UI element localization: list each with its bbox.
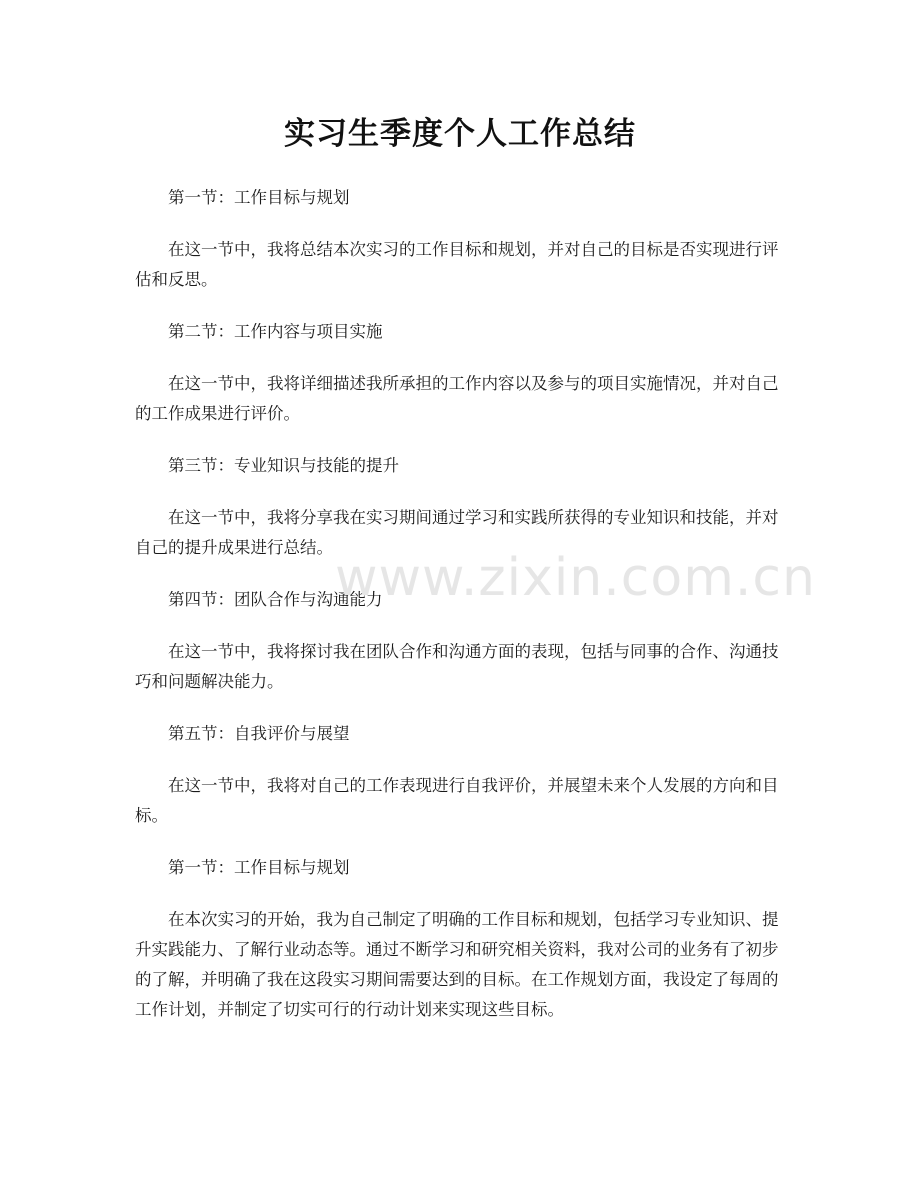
document-body [135,183,785,1047]
section-body-5: 在这一节中，我将对自己的工作表现进行自我评价，并展望未来个人发展的方向和目标。 [135,776,779,825]
section-heading-1-detail: 第一节：工作目标与规划 [168,858,350,877]
section-body-2: 在这一节中，我将详细描述我所承担的工作内容以及参与的项目实施情况，并对自己的工作成果进行评价。 [135,374,779,423]
section-body-3: 在这一节中，我将分享我在实习期间通过学习和实践所获得的专业知识和技能，并对自己的提升成果进行总结。 [135,508,779,557]
section-heading-4: 第四节：团队合作与沟通能力 [168,590,383,609]
section-heading-5: 第五节：自我评价与展望 [168,724,350,743]
document-title: 实习生季度个人工作总结 [284,116,636,152]
section-body-1-detail: 在本次实习的开始，我为自己制定了明确的工作目标和规划，包括学习专业知识、提升实践能力、了解行业动态等。通过不断学习和研究相关资料，我对公司的业务有了初步的了解，并明确了我在这段实习期间需要达到的目标。在工作规划方面，我设定了每周的工作计划，并制定了切实可行的行动计划来实现这些目标。 [135,910,779,1019]
section-body-4: 在这一节中，我将探讨我在团队合作和沟通方面的表现，包括与同事的合作、沟通技巧和问题解决能力。 [135,642,779,691]
section-heading-3: 第三节：专业知识与技能的提升 [168,456,399,475]
section-body-1: 在这一节中，我将总结本次实习的工作目标和规划，并对自己的目标是否实现进行评估和反思。 [135,240,779,289]
watermark: www.zixin.com.cn [335,548,816,608]
section-heading-2: 第二节：工作内容与项目实施 [168,322,383,341]
section-heading-1: 第一节：工作目标与规划 [168,188,350,207]
